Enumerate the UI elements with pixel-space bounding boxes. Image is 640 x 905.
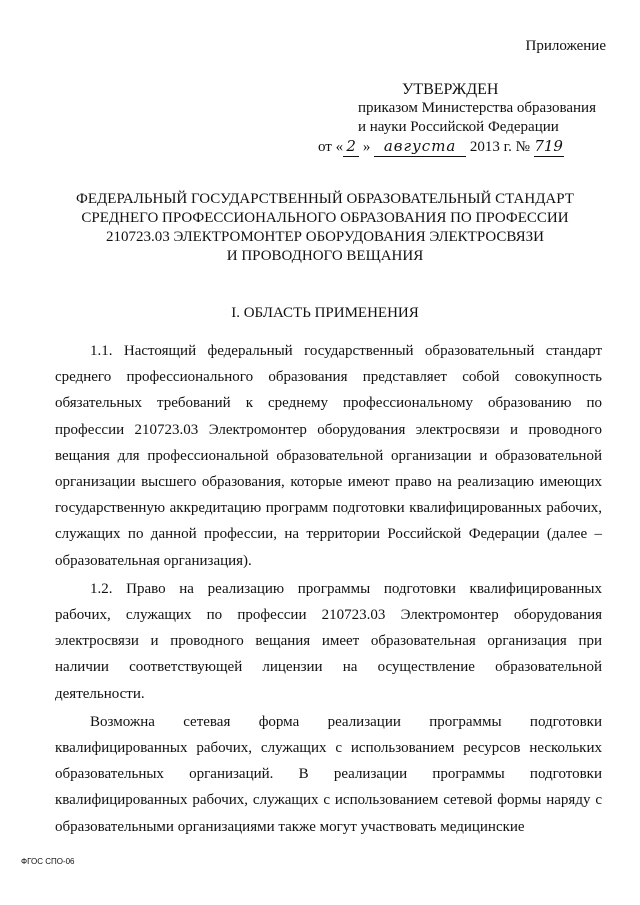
approval-order-line: приказом Министерства образования (358, 100, 596, 116)
title-line-2: СРЕДНЕГО ПРОФЕССИОНАЛЬНОГО ОБРАЗОВАНИЯ ПО ПРОФЕССИИ (81, 210, 569, 226)
appendix-label: Приложение (525, 38, 606, 54)
approval-block (318, 80, 618, 157)
approval-from-label: от « (318, 139, 344, 155)
title-line-1: ФЕДЕРАЛЬНЫЙ ГОСУДАРСТВЕННЫЙ ОБРАЗОВАТЕЛЬНЫЙ СТАНДАРТ (76, 191, 574, 207)
paragraph-1-2: 1.2. Право на реализацию программы подготовки квалифицированных рабочих, служащих по профессии 210723.03 Электромонтер оборудования электросвязи и проводного вещания имеет образовательная организация при наличии соответствующей лицензии на осуществление образовательной деятельности. (55, 580, 602, 702)
approval-date-line (318, 137, 618, 157)
approved-heading: УТВЕРЖДЕН (402, 81, 499, 98)
handwritten-order-number: 719 (534, 137, 563, 155)
page-footer-code: ФГОС СПО-06 (21, 857, 75, 866)
paragraph-1-1: 1.1. Настоящий федеральный государственный образовательный стандарт среднего профессионального образования представляет собой совокупность обязательных требований к среднему профессиональному образованию по профессии 210723.03 Электромонтер оборудования электросвязи и проводного вещания для профессиональной образовательной организации и образовательной организации высшего образования, которые имеют право на реализацию имеющих государственную аккредитацию программ подготовки квалифицированных рабочих, служащих по данной профессии, на территории Российской Федерации (далее – образовательная организация). (55, 343, 602, 569)
approval-year-label: 2013 г. № (469, 139, 530, 155)
document-title (40, 190, 610, 266)
document-body (55, 338, 602, 842)
paragraph-network-form: Возможна сетевая форма реализации программы подготовки квалифицированных рабочих, служащих с использованием ресурсов нескольких образовательных организаций. В реализации программы подготовки квалифицированных рабочих, служащих с использованием сетевой формы наряду с образовательными организациями также могут участвовать медицинские (55, 713, 602, 835)
title-line-4: И ПРОВОДНОГО ВЕЩАНИЯ (226, 248, 424, 264)
handwritten-day: 2 (343, 137, 359, 157)
section-heading: I. ОБЛАСТЬ ПРИМЕНЕНИЯ (231, 305, 419, 321)
title-line-3: 210723.03 ЭЛЕКТРОМОНТЕР ОБОРУДОВАНИЯ ЭЛЕКТРОСВЯЗИ (106, 229, 544, 245)
approval-close-quote: » (362, 139, 371, 155)
handwritten-month: августа (374, 137, 466, 157)
approval-ministry-line: и науки Российской Федерации (358, 119, 559, 135)
